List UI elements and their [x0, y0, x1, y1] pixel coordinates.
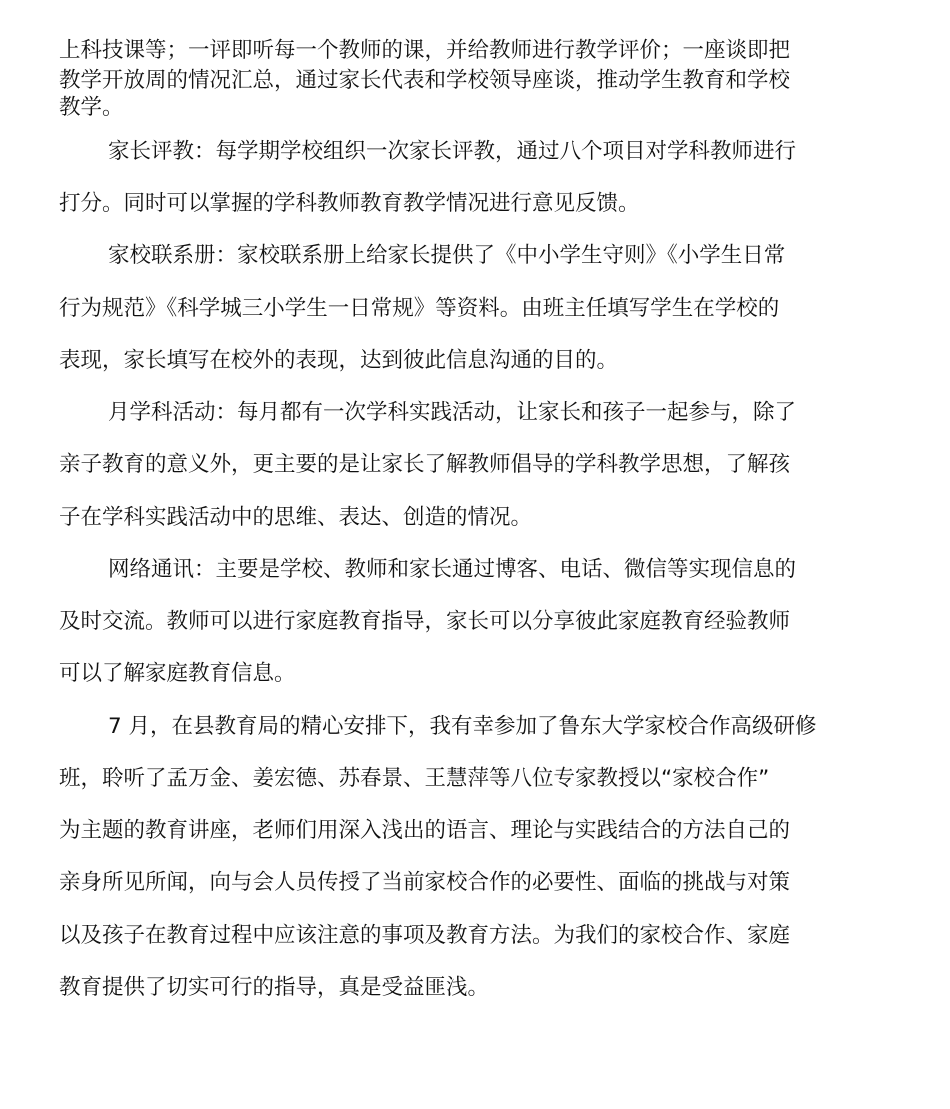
text-line: 教育提供了切实可行的指导，真是受益匪浅。 — [59, 975, 490, 1000]
text-line: 为主题的教育讲座，老师们用深入浅出的语言、理论与实践结合的方法自己的 — [59, 818, 791, 843]
text-line: 教学开放周的情况汇总，通过家长代表和学校领导座谈，推动学生教育和学校 — [59, 68, 791, 93]
text-line: 子在学科实践活动中的思维、表达、创造的情况。 — [59, 505, 533, 530]
text-line: 班，聆听了孟万金、姜宏德、苏春景、王慧萍等八位专家教授以“家校合作” — [59, 766, 770, 791]
text-line: 上科技课等；一评即听每一个教师的课，并给教师进行教学评价；一座谈即把 — [59, 38, 791, 63]
paragraph-line: 月学科活动：每月都有一次学科实践活动，让家长和孩子一起参与，除了 — [108, 400, 797, 425]
text-line: 表现，家长填写在校外的表现，达到彼此信息沟通的目的。 — [59, 348, 619, 373]
text-line: 行为规范》《科学城三小学生一日常规》等资料。由班主任填写学生在学校的 — [59, 296, 780, 321]
text-line: 可以了解家庭教育信息。 — [59, 661, 296, 686]
text-line: 及时交流。教师可以进行家庭教育指导，家长可以分享彼此家庭教育经验教师 — [59, 609, 791, 634]
paragraph-line: 网络通讯：主要是学校、教师和家长通过博客、电话、微信等实现信息的 — [108, 557, 797, 582]
paragraph-line: 7 月，在县教育局的精心安排下，我有幸参加了鲁东大学家校合作高级研修 — [108, 714, 817, 739]
text-line: 教学。 — [59, 95, 124, 120]
paragraph-line: 家校联系册：家校联系册上给家长提供了《中小学生守则》《小学生日常 — [108, 243, 786, 268]
text-line: 打分。同时可以掌握的学科教师教育教学情况进行意见反馈。 — [59, 191, 640, 216]
text-line: 以及孩子在教育过程中应该注意的事项及教育方法。为我们的家校合作、家庭 — [59, 923, 791, 948]
text-line: 亲身所见所闻，向与会人员传授了当前家校合作的必要性、面临的挑战与对策 — [59, 870, 791, 895]
paragraph-line: 家长评教：每学期学校组织一次家长评教，通过八个项目对学科教师进行 — [108, 139, 797, 164]
text-line: 亲子教育的意义外，更主要的是让家长了解教师倡导的学科教学思想，了解孩 — [59, 452, 791, 477]
